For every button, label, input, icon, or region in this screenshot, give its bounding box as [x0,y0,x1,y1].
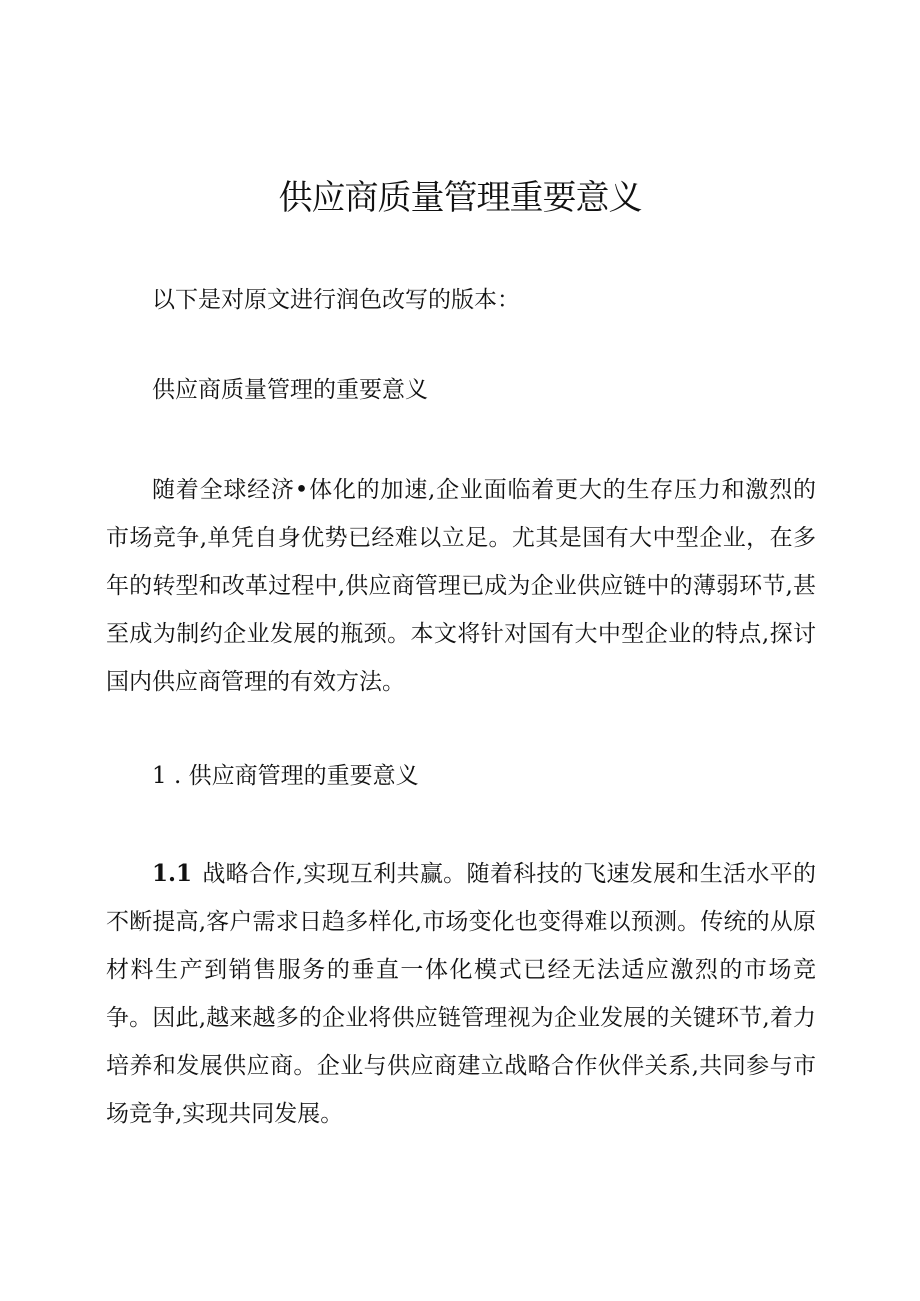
intro-text: 以下是对原文进行润色改写的版本： [152,287,520,313]
document-title: 供应商质量管理重要意义 [278,178,642,218]
paragraph-1-1 [106,850,816,1138]
paragraph-1: 随着全球经济•体化的加速,企业面临着更大的生存压力和激烈的市场竞争,单凭自身优势已经难以立足。尤其是国有大中型企业，在多年的转型和改革过程中,供应商管理已成为企业供应链中的薄弱环节,甚至成为制约企业发展的瓶颈。本文将针对国有大中型企业的特点,探讨国内供应商管理的有效方法。 [106,477,816,695]
section-1-heading: 1 . 供应商管理的重要意义 [152,763,419,789]
section-1-1-number: 1.1 [152,860,193,887]
section-1-1-text: 战略合作,实现互利共赢。随着科技的飞速发展和生活水平的不断提高,客户需求日趋多样化,市场变化也变得难以预测。传统的从原材料生产到销售服务的垂直一体化模式已经无法适应激烈的市场竞争。因此,越来越多的企业将供应链管理视为企业发展的关键环节,着力培养和发展供应商。企业与供应商建立战略合作伙伴关系,共同参与市场竞争,实现共同发展。 [106,861,816,1127]
subtitle: 供应商质量管理的重要意义 [152,377,428,403]
